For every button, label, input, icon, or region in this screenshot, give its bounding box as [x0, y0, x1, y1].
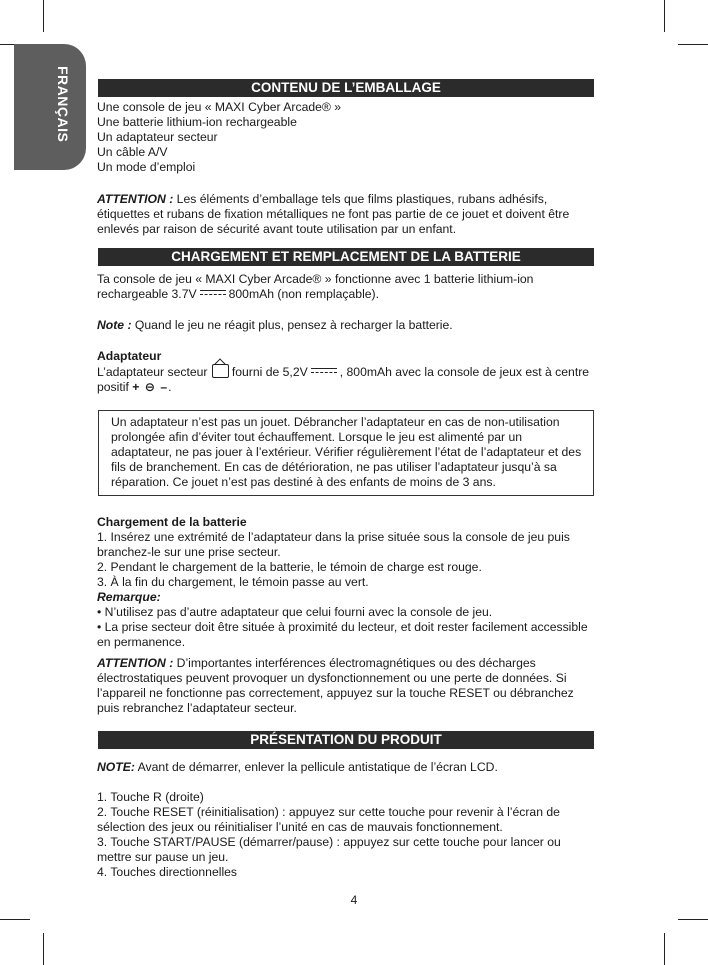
note-text: Quand le jeu ne réagit plus, pensez à recharger la batterie.: [134, 318, 453, 332]
adapter-warning-box: [98, 410, 594, 496]
note-label: Note :: [97, 318, 132, 332]
adapter-text: , 800mAh avec la console de jeux est à centre positif: [97, 365, 590, 394]
adapter-text: L’adaptateur secteur: [97, 365, 208, 379]
crop-mark: [678, 919, 708, 920]
list-item: Une console de jeu « MAXI Cyber Arcade® »: [97, 100, 342, 114]
product-list: [97, 790, 597, 880]
remark-label: Remarque:: [97, 590, 161, 604]
crop-mark: [43, 0, 44, 32]
indoor-use-icon: [212, 364, 229, 378]
list-item: Un câble A/V: [97, 145, 168, 159]
contents-list: [97, 100, 597, 175]
list-item: 1. Touche R (droite): [97, 790, 204, 804]
note-text: Avant de démarrer, enlever la pellicule antistatique de l’écran LCD.: [137, 760, 498, 774]
list-item: 3. À la fin du chargement, le témoin passe au vert.: [97, 575, 369, 589]
page-number: 4: [350, 893, 358, 907]
crop-mark: [664, 0, 665, 32]
adapter-block: [97, 349, 597, 395]
note-label: NOTE:: [97, 760, 135, 774]
list-item: 4. Touches directionnelles: [97, 865, 238, 879]
charging-block: [97, 515, 597, 650]
charging-heading: Chargement de la batterie: [97, 515, 247, 529]
list-item: • La prise secteur doit être située à proximité du lecteur, et doit rester facilement accessible en permanence.: [97, 620, 588, 649]
attention-label: ATTENTION :: [97, 192, 174, 206]
list-item: Une batterie lithium-ion rechargeable: [97, 115, 297, 129]
battery-attention: [97, 656, 597, 716]
adapter-text-end: .: [168, 380, 172, 394]
battery-intro-text: Ta console de jeu « MAXI Cyber Arcade® » fonctionne avec 1 batterie lithium-ion rechargeable 3.7V: [97, 272, 534, 301]
crop-mark: [43, 933, 44, 965]
attention-text: D’importantes interférences électromagnétiques ou des décharges électrostatiques peuvent provoquer un dysfonctionnement ou une perte de données. Si l’appareil ne fonctionne pas correctement, appuyez sur la touche RESET ou débranchez puis rebranchez l’adaptateur secteur.: [97, 656, 574, 715]
list-item: Un mode d’emploi: [97, 160, 196, 174]
warning-text: Un adaptateur n’est pas un jouet. Débrancher l’adaptateur en cas de non-utilisation prolongée afin d’éviter tout échauffement. Lorsque le jeu est alimenté par un adaptateur, ne pas jouer à l’extérieur. Vérifier régulièrement l’état de l’adaptateur et des fils de branchement. En cas de détérioration, ne pas utiliser l’adaptateur jusqu’à sa réparation. Ce jouet n’est pas destiné à des enfants de moins de 3 ans.: [111, 415, 582, 489]
list-item: 2. Pendant le chargement de la batterie, le témoin de charge est rouge.: [97, 560, 482, 574]
list-item: Un adaptateur secteur: [97, 130, 218, 144]
list-item: • N’utilisez pas d’autre adaptateur que celui fourni avec la console de jeu.: [97, 605, 493, 619]
section-header-battery: CHARGEMENT ET REMPLACEMENT DE LA BATTERIE: [98, 248, 594, 266]
contents-attention: [97, 192, 597, 237]
section-header-product: PRÉSENTATION DU PRODUIT: [98, 731, 594, 749]
dc-symbol-icon: [200, 290, 226, 299]
crop-mark: [678, 44, 708, 45]
product-note: [97, 760, 597, 775]
battery-intro: [97, 272, 597, 302]
crop-mark: [0, 919, 30, 920]
list-item: 3. Touche START/PAUSE (démarrer/pause) : appuyez sur cette touche pour lancer ou mettre sur pause un jeu.: [97, 835, 561, 864]
attention-label: ATTENTION :: [97, 656, 174, 670]
adapter-heading: Adaptateur: [97, 349, 162, 363]
battery-note: [97, 318, 597, 333]
language-tab-label: FRANÇAIS: [55, 66, 71, 143]
adapter-text: fourni de 5,2V: [231, 365, 308, 379]
language-tab: [14, 44, 86, 170]
crop-mark: [664, 933, 665, 965]
list-item: 2. Touche RESET (réinitialisation) : appuyez sur cette touche pour revenir à l’écran de sélection des jeux ou réinitialiser l’unité en cas de mauvais fonctionnement.: [97, 805, 560, 834]
list-item: 1. Insérez une extrémité de l’adaptateur dans la prise située sous la console de jeu puis branchez-le sur une prise secteur.: [97, 530, 570, 559]
polarity-icon: + ⊖ –: [132, 380, 169, 394]
attention-text: Les éléments d’emballage tels que films plastiques, rubans adhésifs, étiquettes et rubans de fixation métalliques ne font pas partie de ce jouet et doivent être enlevés par raison de sécurité avant toute utilisation par un enfant.: [97, 192, 570, 236]
dc-symbol-icon: [311, 368, 337, 377]
section-header-contents: CONTENU DE L’EMBALLAGE: [98, 79, 594, 97]
battery-intro-capacity: 800mAh (non remplaçable).: [228, 287, 380, 301]
